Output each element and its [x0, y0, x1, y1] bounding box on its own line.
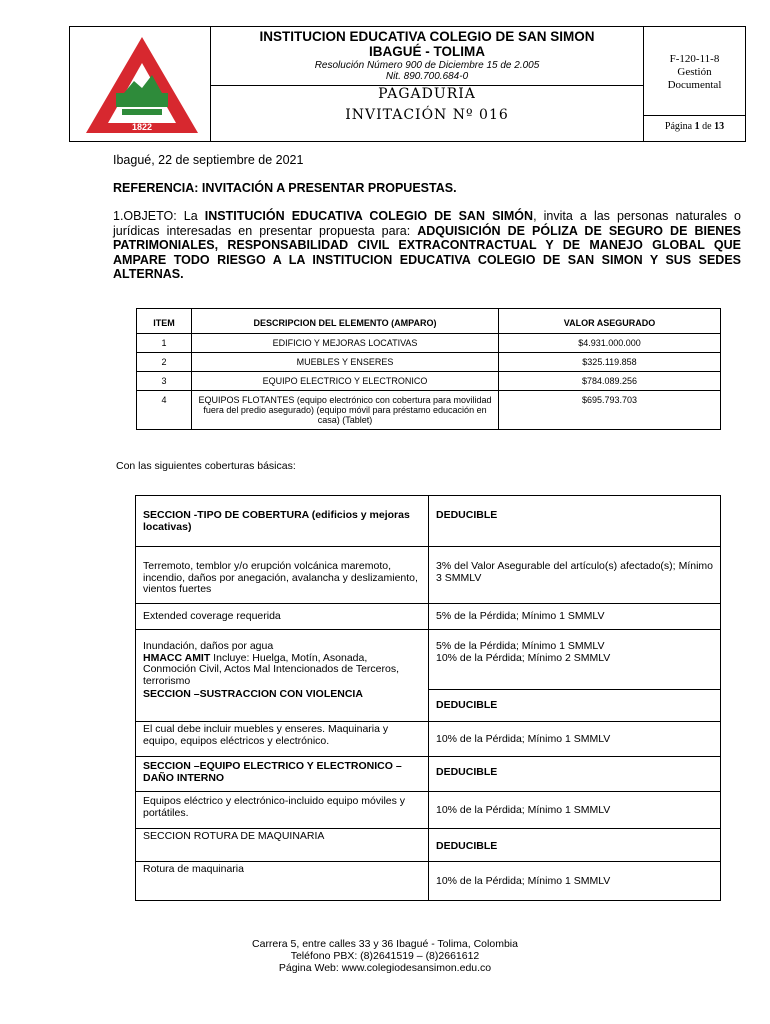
table-cell: 10% de la Pérdida; Mínimo 1 SMMLV [429, 722, 721, 757]
school-logo-icon [82, 33, 202, 137]
table-cell: Equipos eléctrico y electrónico-incluido equipo móviles y portátiles. [136, 792, 429, 829]
table-row [136, 862, 721, 901]
items-table [136, 308, 721, 430]
table-row [137, 334, 721, 353]
table-row [136, 547, 721, 604]
table-cell: $325.119.858 [499, 353, 721, 372]
institution-title: INSTITUCION EDUCATIVA COLEGIO DE SAN SIMON IBAGUÉ - TOLIMA [259, 29, 595, 59]
table-cell: 10% de la Pérdida; Mínimo 1 SMMLV [429, 792, 721, 829]
table-row [137, 391, 721, 430]
table-cell: 1 [137, 334, 192, 353]
footer-phone: Teléfono PBX: (8)2641519 – (8)2661612 [290, 950, 480, 962]
section-title: SECCION ROTURA DE MAQUINARIA [136, 829, 429, 862]
section-title: SECCION -TIPO DE COBERTURA (edificios y mejoras locativas) [136, 496, 429, 547]
table-cell: El cual debe incluir muebles y enseres. Maquinaria y equipo, equipos eléctricos y electrónico. [136, 722, 429, 757]
table-cell: Rotura de maquinaria [136, 862, 429, 901]
column-header: DESCRIPCION DEL ELEMENTO (AMPARO) [192, 309, 499, 334]
logo-year: 1822 [131, 122, 153, 132]
table-row [136, 792, 721, 829]
table-cell: 4 [137, 391, 192, 430]
table-cell: 3% del Valor Asegurable del artículo(s) afectado(s); Mínimo 3 SMMLV [429, 547, 721, 604]
document-header [69, 26, 746, 142]
deducible-header: DEDUCIBLE [429, 689, 721, 722]
deducible-header: DEDUCIBLE [429, 496, 721, 547]
table-row [136, 496, 721, 547]
table-cell: $784.089.256 [499, 372, 721, 391]
page-footer [0, 938, 770, 974]
table-cell: 5% de la Pérdida; Mínimo 1 SMMLV 10% de la Pérdida; Mínimo 2 SMMLV [429, 630, 721, 690]
table-row [136, 604, 721, 630]
table-cell: Inundación, daños por agua HMACC AMIT Incluye: Huelga, Motín, Asonada, Conmoción Civil, Actos Mal Intencionados de Terceros, terrorismo [136, 630, 429, 690]
table-cell: $4.931.000.000 [499, 334, 721, 353]
table-cell: $695.793.703 [499, 391, 721, 430]
table-cell: MUEBLES Y ENSERES [192, 353, 499, 372]
section-title: SECCION –EQUIPO ELECTRICO Y ELECTRONICO – DAÑO INTERNO [136, 757, 429, 792]
coverage-table [135, 495, 721, 901]
table-cell: 2 [137, 353, 192, 372]
column-header: ITEM [137, 309, 192, 334]
table-row [137, 372, 721, 391]
deducible-header: DEDUCIBLE [429, 757, 721, 792]
table-cell: Terremoto, temblor y/o erupción volcánica maremoto, incendio, daños por anegación, avalancha y deslizamiento, vientos fuertes [136, 547, 429, 604]
footer-web: Página Web: www.colegiodesansimon.edu.co [278, 962, 492, 974]
table-row [136, 757, 721, 792]
section-label: PAGADURIA [378, 86, 476, 102]
table-cell: EDIFICIO Y MEJORAS LOCATIVAS [192, 334, 499, 353]
table-row [136, 829, 721, 862]
objeto-paragraph: 1.OBJETO: La INSTITUCIÓN EDUCATIVA COLEGIO DE SAN SIMÓN, invita a las personas naturales o jurídicas interesadas en presentar propuesta para: ADQUISICIÓN DE PÓLIZA DE SEGURO DE BIENES PATRIMONIALES, RESPONSABILIDAD CIVIL EXTRACONTRACTUAL Y DE MANEJO GLOBAL QUE AMPARE TODO RIESGO A LA INSTITUCION EDUCATIVA COLEGIO DE SAN SIMON Y SUS SEDES ALTERNAS. [113, 209, 741, 281]
table-cell: EQUIPOS FLOTANTES (equipo electrónico con cobertura para movilidad fuera del predio asegurado) (equipo móvil para préstamo educación en casa) (Tablet) [192, 391, 499, 430]
invitation-number: INVITACIÓN Nº 016 [345, 107, 509, 123]
page-number: Página 1 de 13 [664, 121, 725, 132]
column-header: VALOR ASEGURADO [499, 309, 721, 334]
table-cell: Extended coverage requerida [136, 604, 429, 630]
table-cell: 5% de la Pérdida; Mínimo 1 SMMLV [429, 604, 721, 630]
table-header-row [137, 309, 721, 334]
table-cell: 10% de la Pérdida; Mínimo 1 SMMLV [429, 862, 721, 901]
date-line: Ibagué, 22 de septiembre de 2021 [113, 153, 304, 167]
footer-address: Carrera 5, entre calles 33 y 36 Ibagué - Tolima, Colombia [252, 938, 518, 950]
coverage-intro: Con las siguientes coberturas básicas: [116, 460, 296, 472]
table-row [136, 630, 721, 690]
table-row [136, 689, 721, 722]
document-code: F-120-11-8 Gestión Documental [667, 53, 722, 91]
table-cell: 3 [137, 372, 192, 391]
table-cell: EQUIPO ELECTRICO Y ELECTRONICO [192, 372, 499, 391]
deducible-header: DEDUCIBLE [429, 829, 721, 862]
table-row [137, 353, 721, 372]
resolution-info: Resolución Número 900 de Diciembre 15 de 2.005 Nit. 890.700.684-0 [314, 60, 540, 82]
reference-line: REFERENCIA: INVITACIÓN A PRESENTAR PROPUESTAS. [113, 181, 457, 195]
table-row [136, 722, 721, 757]
section-title: SECCION –SUSTRACCION CON VIOLENCIA [136, 689, 429, 722]
